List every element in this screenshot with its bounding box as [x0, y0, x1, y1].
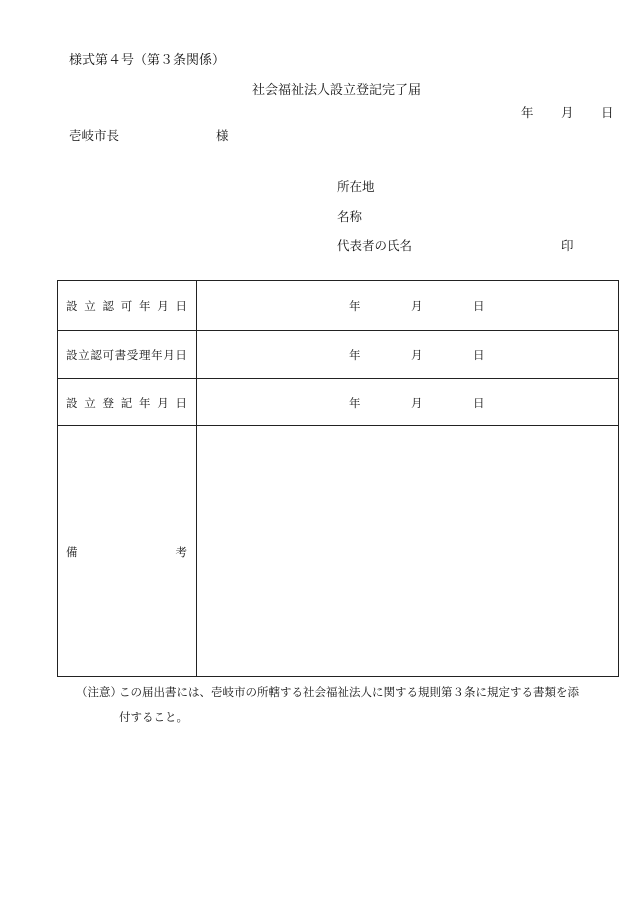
applicant-name-label: 名称	[337, 209, 363, 224]
submission-date-year: 年	[521, 105, 534, 120]
receipt-date-year: 年	[349, 348, 361, 362]
row-label-approval-date: 設 立 認 可 年 月 日	[66, 299, 187, 313]
table-row-divider	[57, 378, 619, 379]
row-label-remarks: 備 考	[66, 545, 187, 559]
approval-date-month: 月	[411, 299, 423, 313]
registration-date-month: 月	[411, 396, 423, 410]
receipt-date-day: 日	[473, 348, 485, 362]
receipt-date-month: 月	[411, 348, 423, 362]
registration-date-year: 年	[349, 396, 361, 410]
note-label: （注意）	[76, 685, 122, 699]
note-text-line-2: 付すること。	[119, 710, 188, 724]
remarks-field[interactable]	[197, 426, 618, 676]
applicant-representative-label: 代表者の氏名	[337, 238, 413, 253]
row-label-approval-receipt-date: 設 立 認 可 書 受 理 年 月 日	[66, 348, 187, 362]
applicant-address-label: 所在地	[337, 179, 375, 194]
form-number: 様式第４号（第３条関係）	[69, 53, 226, 68]
submission-date-day: 日	[601, 105, 614, 120]
submission-date-month: 月	[561, 105, 574, 120]
table-row-divider	[57, 330, 619, 331]
seal-mark: 印	[561, 238, 574, 253]
approval-date-day: 日	[473, 299, 485, 313]
note-text-line-1: この届出書には、壱岐市の所轄する社会福祉法人に関する規則第３条に規定する書類を添	[119, 685, 579, 699]
row-label-registration-date: 設 立 登 記 年 月 日	[66, 396, 187, 410]
addressee-name: 壱岐市長	[69, 128, 120, 143]
approval-date-year: 年	[349, 299, 361, 313]
registration-date-day: 日	[473, 396, 485, 410]
addressee-honorific: 様	[216, 128, 229, 143]
document-title: 社会福祉法人設立登記完了届	[252, 83, 422, 98]
